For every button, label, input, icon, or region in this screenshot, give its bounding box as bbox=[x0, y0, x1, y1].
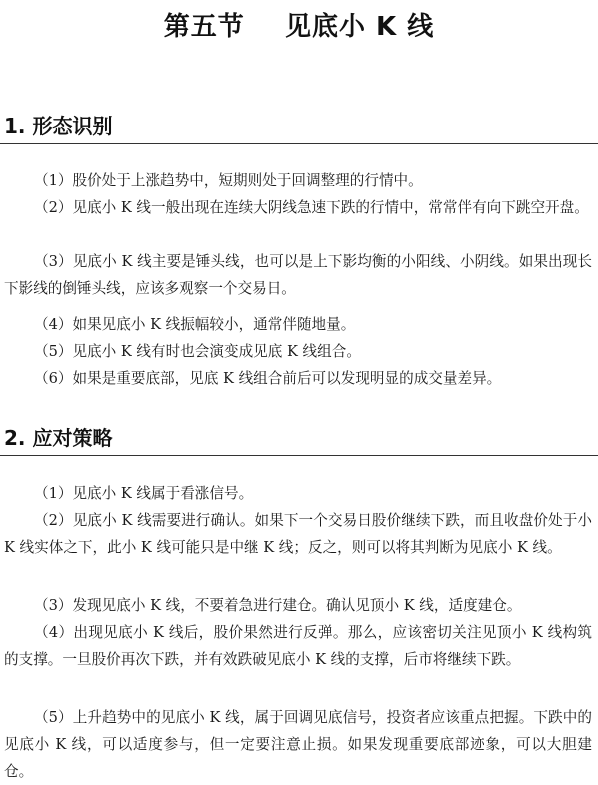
paragraph: （1）见底小 K 线属于看涨信号。 bbox=[34, 485, 254, 502]
paragraph: （6）如果是重要底部，见底 K 线组合前后可以发现明显的成交量差异。 bbox=[34, 370, 502, 387]
chapter-title: 第五节 见底小 K 线 bbox=[163, 12, 435, 42]
section-divider bbox=[0, 143, 598, 144]
paragraph: （3）发现见底小 K 线，不要着急进行建仓。确认见顶小 K 线，适度建仓。 bbox=[34, 597, 522, 614]
paragraph: （4）如果见底小 K 线振幅较小，通常伴随地量。 bbox=[34, 316, 356, 333]
paragraph: （4）出现见底小 K 线后，股价果然进行反弹。那么，应该密切关注见顶小 K 线构筑的支撑。一旦股价再次下跌，并有效跌破见底小 K 线的支撑，后市将继续下跌。 bbox=[4, 624, 592, 668]
paragraph: （5）上升趋势中的见底小 K 线，属于回调见底信号，投资者应该重点把握。下跌中的见底小 K 线，可以适度参与，但一定要注意止损。如果发现重要底部迹象，可以大胆建仓。 bbox=[4, 709, 592, 780]
section-divider bbox=[0, 455, 598, 456]
paragraph: （2）见底小 K 线一般出现在连续大阴线急速下跌的行情中，常常伴有向下跳空开盘。 bbox=[34, 199, 589, 216]
section-heading-recognition: 1. 形态识别 bbox=[4, 114, 113, 138]
paragraph: （5）见底小 K 线有时也会演变成见底 K 线组合。 bbox=[34, 343, 361, 360]
paragraph: （1）股价处于上涨趋势中，短期则处于回调整理的行情中。 bbox=[34, 172, 423, 189]
paragraph: （2）见底小 K 线需要进行确认。如果下一个交易日股价继续下跌，而且收盘价处于小 K 线实体之下，此小 K 线可能只是中继 K 线；反之，则可以将其判断为见底小 K 线。 bbox=[4, 512, 592, 556]
paragraph: （3）见底小 K 线主要是锤头线，也可以是上下影均衡的小阳线、小阴线。如果出现长下影线的倒锤头线，应该多观察一个交易日。 bbox=[4, 253, 592, 297]
section-heading-strategy: 2. 应对策略 bbox=[4, 426, 113, 450]
